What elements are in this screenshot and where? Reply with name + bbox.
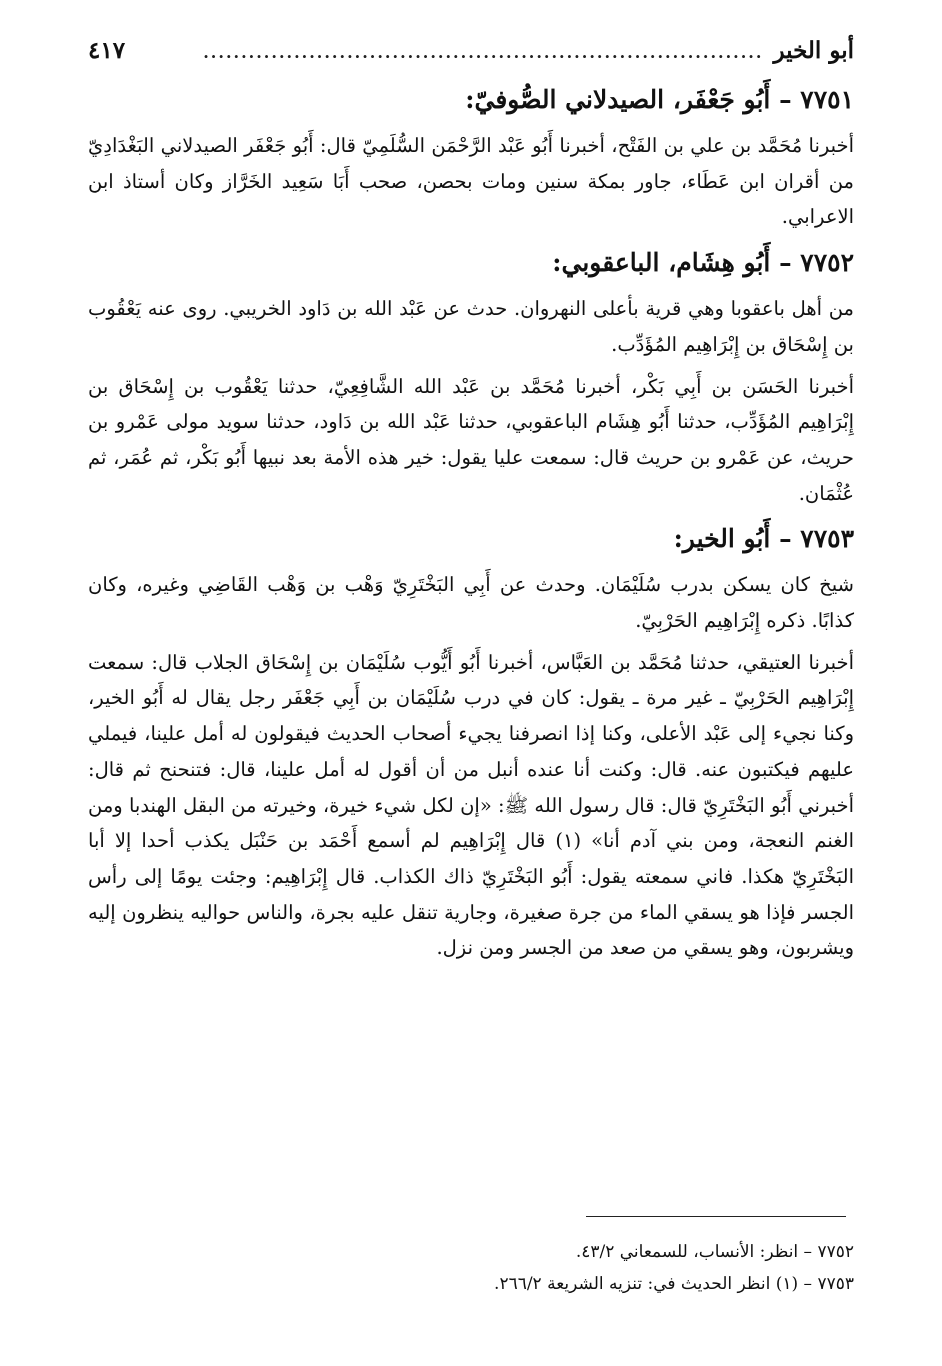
page-body xyxy=(88,30,854,972)
entry-paragraph: أخبرنا الحَسَن بن أَبِي بَكْر، أخبرنا مُحَمَّد بن عَبْد الله الشَّافِعِيّ، حدثنا يَعْقُوب بن إِسْحَاق بن إِبْرَاهِيم المُؤَدِّب، حدثنا أَبُو هِشَام الباعقوبي، حدثنا عَبْد الله بن دَاود، حدثنا سويد مولى عَمْرو بن حريث، عن عَمْرو بن حريث قال: سمعت عليا يقول: خير هذه الأمة بعد نبيها أَبُو بَكْر، ثم عُمَر، ثم عُثْمَان. xyxy=(88,374,854,505)
running-head xyxy=(88,30,854,72)
entry-7752 xyxy=(88,241,854,511)
entry-heading: ٧٧٥١ – أَبُو جَعْفَر، الصيدلاني الصُّوفيّ: xyxy=(465,85,854,114)
entry-paragraph: أخبرنا العتيقي، حدثنا مُحَمَّد بن العَبَّاس، أخبرنا أَبُو أَيُّوب سُلَيْمَان بن إِسْحَاق الجلاب قال: سمعت إِبْرَاهِيم الحَرْبِيّ ـ غير مرة ـ يقول: كان في درب سُلَيْمَان بن أَبِي جَعْفَر رجل يقال له أَبُو الخير، وكنا نجيء إلى عَبْد الأعلى، وكنا إذا انصرفنا يجيء أصحاب الحديث فيقولون له أمل علينا، فيملي عليهم فيكتبون عنه. قال: وكنت أنا عنده أنبل من أن أقول له أمل علينا، قال: فتنحنح ثم قال: أخبرني أَبُو البَخْتَرِيّ قال: قال رسول الله ﷺ: «إن لكل شيء خيرة، وخيرته من البقل الهندبا ومن الغنم النعجة، ومن بني آدم أنا» (١) قال إِبْرَاهِيم لم أسمع أَحْمَد بن حَنْبَل يكذب أحدا إلا أبا البَخْتَرِيّ هكذا. فاني سمعته يقول: أَبُو البَخْتَرِيّ ذاك الكذاب. قال إِبْرَاهِيم: وجئت يومًا إلى رأس الجسر فإذا هو يسقي الماء من جرة صغيرة، وجارية تنقل عليه بجرة، والناس حواليه ينظرون إليه ويشربون، وهو يسقي من صعد من الجسر ومن نزل. xyxy=(88,650,854,960)
entry-heading: ٧٧٥٣ – أَبُو الخير: xyxy=(673,524,854,554)
entry-paragraph: من أهل باعقوبا وهي قرية بأعلى النهروان. حدث عن عَبْد الله بن دَاود الخريبي. روى عنه يَعْقُوب بن إِسْحَاق بن إِبْرَاهِيم المُؤَدِّب. xyxy=(88,297,854,356)
entry-7753 xyxy=(88,517,854,966)
page-number: ٤١٧ xyxy=(88,37,126,64)
footnote: ٧٧٥٢ – انظر: الأنساب، للسمعاني ٤٣/٢. xyxy=(575,1242,854,1262)
footnote: ٧٧٥٣ – (١) انظر الحديث في: تنزيه الشريعة ٢٦٦/٢. xyxy=(494,1274,854,1294)
entry-7751 xyxy=(88,78,854,235)
footnotes xyxy=(88,1236,854,1300)
entry-heading: ٧٧٥٢ – أَبُو هِشَام، الباعقوبي: xyxy=(552,248,854,278)
running-head-title: أبو الخير xyxy=(773,37,854,64)
entry-paragraph: شيخ كان يسكن بدرب سُلَيْمَان. وحدث عن أَبِي البَخْتَرِيّ وَهْب بن وَهْب القَاضِي وغيره، وكان كذابًا. ذكره إِبْرَاهِيم الحَرْبِيّ. xyxy=(88,573,854,633)
footnote-divider xyxy=(586,1216,846,1217)
entry-paragraph: أخبرنا مُحَمَّد بن علي بن الفَتْح، أخبرنا أَبُو عَبْد الرَّحْمَن السُّلَمِيّ قال: أَبُو جَعْفَر الصيدلاني البَغْدَادِيّ من أقران ابن عَطَاء، جاور بمكة سنين ومات بحصن، صحب أَبَا سَعِيد الخَرَّاز وكان أستاذ ابن الاعرابي. xyxy=(88,134,854,229)
running-head-leader-dots: .......................................................................... xyxy=(203,43,764,62)
